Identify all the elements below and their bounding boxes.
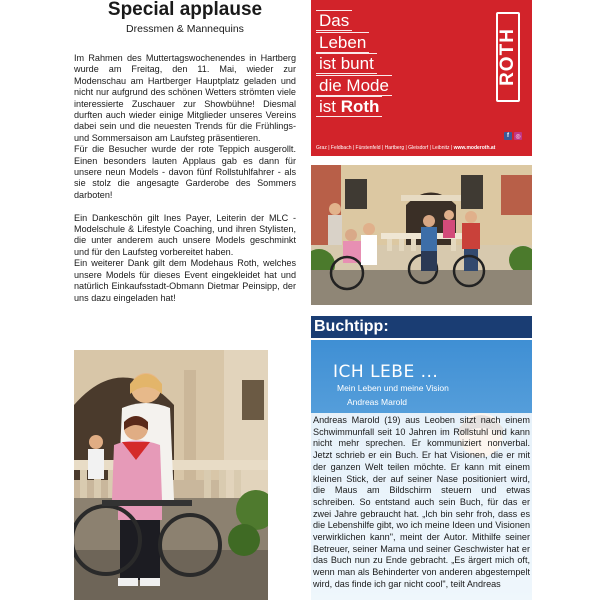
- article-body: [74, 53, 296, 304]
- book-title: ICH LEBE ...: [333, 362, 439, 382]
- ad-slogan-line: Leben: [316, 32, 369, 53]
- article: [74, 0, 296, 304]
- ad-social-icons: [504, 132, 522, 140]
- photo-models-wheelchair-image: [74, 350, 268, 600]
- ad-brand-word: Roth: [340, 97, 380, 116]
- facebook-icon[interactable]: f: [504, 132, 512, 140]
- photo-models-wheelchair: [74, 350, 268, 600]
- article-paragraph: Im Rahmen des Muttertagswochenendes in Hartberg wurde am Freitag, den 11. Mai, wieder zur Modenschau am Hartberger Hauptplatz geladen und nicht nur aufgrund des schönen Wetters strömten viele interessierte Zuschauer zur Showbühne! Diesmal durften auch wieder einige Mitglieder unseres Vereins dabei sein und die neuesten Trends für die Frühlings- und Sommersaison am Laufsteg präsentieren.: [74, 53, 296, 143]
- roth-logo: [496, 12, 520, 102]
- photo-group-models-image: [311, 165, 532, 305]
- article-paragraph: Für die Besucher wurde der rote Teppich ausgerollt. Einen besonders lauten Applaus gab es dann für unsere neun Models - davon fünf Rollstuhlfahrer - als sie stolz die angesagte Garderobe des Sommers darboten!: [74, 144, 296, 200]
- instagram-icon[interactable]: ◎: [515, 133, 521, 140]
- ad-slogan-line: [316, 96, 382, 117]
- book-subtitle: Mein Leben und meine Vision: [337, 383, 449, 393]
- book-description: Andreas Marold (19) aus Leoben sitzt nach einem Schwimmunfall seit 10 Jahren im Rollstuhl und kann nicht mehr sprechen. Er kommuniziert nonverbal. Jetzt schrieb er ein Buch. Er hat Visionen, die er mit der ganzen Welt teilen möchte. Er kann mit einem kleinen Stick, der auf seiner Nase positioniert wird, die Maus am Bildschirm steuern und etwas schreiben. So entstand auch sein Buch, für das er zwei Jahre gebraucht hat. „Ich bin sehr froh, dass es die Lebenshilfe gibt, wo ich meine Ideen und Visionen verwirklichen kann", meint der Autor. Mithilfe seiner Betreuer, seiner Mama und seiner Geschwister hat er das Buch nun zu Ende gebracht. „Es ärgert mich oft, wenn man als Behinderter von anderen abgestempelt wird, das finde ich gar nicht cool", teilt Andreas: [311, 413, 532, 600]
- ad-slogan-line: Das: [316, 10, 352, 31]
- article-title: Special applause: [107, 0, 263, 20]
- ad-footer: [316, 145, 495, 151]
- article-subtitle: Dressmen & Mannequins: [126, 23, 244, 35]
- ad-footer-locations: Graz | Feldbach | Fürstenfeld | Hartberg | Gleisdorf | Leibnitz |: [316, 145, 453, 151]
- ad-slogan: [316, 10, 392, 118]
- ad-slogan-line: die Mode: [316, 75, 392, 96]
- advertisement-roth[interactable]: [311, 0, 532, 156]
- article-paragraph: Ein weiterer Dank gilt dem Modehaus Roth, welches unsere Models für dieses Event eingekleidet hat und natürlich Einkaufsstadt-Obmann Dietmar Peinsipp, der uns dazu eingeladen hat!: [74, 258, 296, 303]
- buchtipp-heading: Buchtipp:: [311, 316, 532, 338]
- article-paragraph: Ein Dankeschön gilt Ines Payer, Leiterin der MLC - Modelschule & Lifestyle Coaching, und ihren Stylisten, die unter anderem auch unsere Models geschminkt und für den Laufsteg vorbereitet haben.: [74, 212, 296, 257]
- photo-group-models: [311, 165, 532, 305]
- roth-logo-text: ROTH: [497, 28, 519, 86]
- ad-slogan-line: ist bunt: [316, 53, 377, 74]
- ad-slogan-ist: ist: [319, 97, 336, 116]
- ad-footer-url[interactable]: www.moderoth.at: [453, 145, 496, 151]
- book-tip: [311, 340, 532, 600]
- book-author: Andreas Marold: [347, 397, 408, 407]
